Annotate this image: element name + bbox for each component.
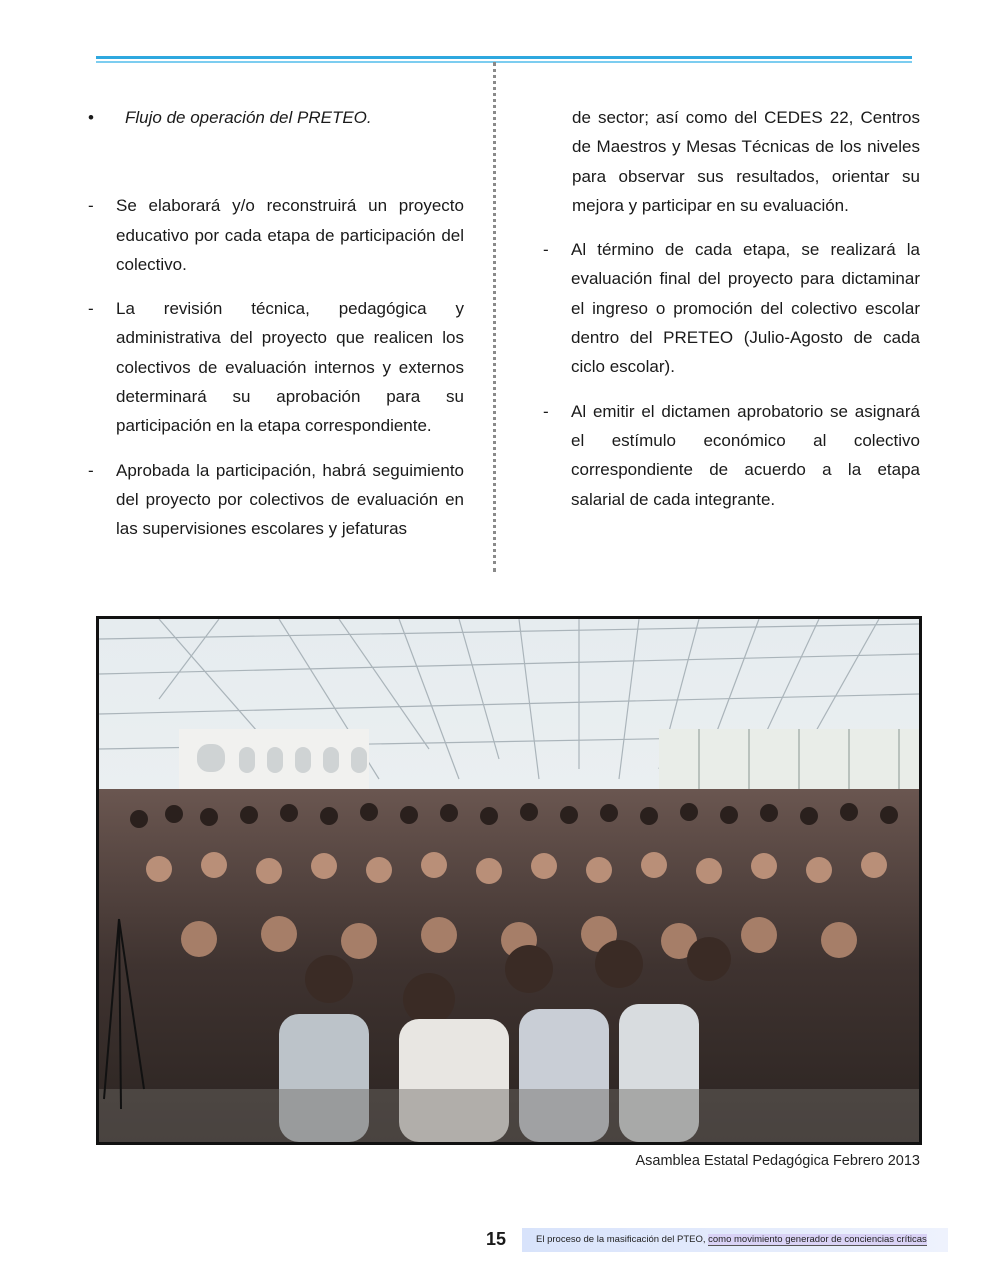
page-number: 15 (486, 1229, 507, 1249)
list-item (88, 294, 464, 440)
header-rule-top (96, 56, 912, 59)
dash-marker: - (88, 299, 94, 319)
dash-marker: - (543, 401, 549, 421)
section-heading-text: Flujo de operación del PRETEO. (125, 108, 372, 127)
photo-illustration (99, 619, 919, 1142)
bullet-icon: • (88, 108, 94, 127)
right-column (543, 103, 920, 529)
list-item (543, 397, 920, 514)
footer-title-band (522, 1228, 948, 1252)
header-rule-bottom (96, 61, 912, 63)
list-item (88, 456, 464, 544)
dash-marker: - (88, 460, 94, 480)
left-column (88, 103, 464, 559)
list-item (543, 235, 920, 381)
list-item-text: Al término de cada etapa, se realizará la evaluación final del proyecto para dictaminar el ingreso o promoción del colectivo escolar dentro del PRETEO (Julio-Agosto de cada ciclo escolar). (571, 240, 920, 377)
list-item-text: La revisión técnica, pedagógica y administrativa del proyecto que realicen los colectivos de evaluación internos y externos determinará su aprobación para su participación en la etapa correspondiente. (116, 299, 464, 436)
footer-text-highlight: como movimiento generador de conciencias críticas (708, 1234, 927, 1245)
photo-caption: Asamblea Estatal Pedagógica Febrero 2013 (635, 1153, 920, 1169)
floor (99, 1089, 919, 1142)
list-item-text: Aprobada la participación, habrá seguimiento del proyecto por colectivos de evaluación en las supervisiones escolares y jefaturas (116, 460, 464, 539)
list-item (88, 191, 464, 279)
list-item-text: Al emitir el dictamen aprobatorio se asignará el estímulo económico al colectivo correspondiente de acuerdo a la etapa salarial de cada integrante. (571, 401, 920, 509)
list-item-text: Se elaborará y/o reconstruirá un proyecto educativo por cada etapa de participación del colectivo. (116, 196, 464, 274)
assembly-photo (96, 616, 922, 1145)
list-item-continuation: de sector; así como del CEDES 22, Centros de Maestros y Mesas Técnicas de los niveles para observar sus resultados, orientar su mejora y participar en su evaluación. (572, 108, 920, 215)
dash-marker: - (543, 240, 549, 260)
column-divider (493, 62, 496, 572)
section-heading (88, 103, 464, 132)
footer-text: El proceso de la masificación del PTEO, (536, 1234, 706, 1245)
dash-marker: - (88, 196, 94, 216)
